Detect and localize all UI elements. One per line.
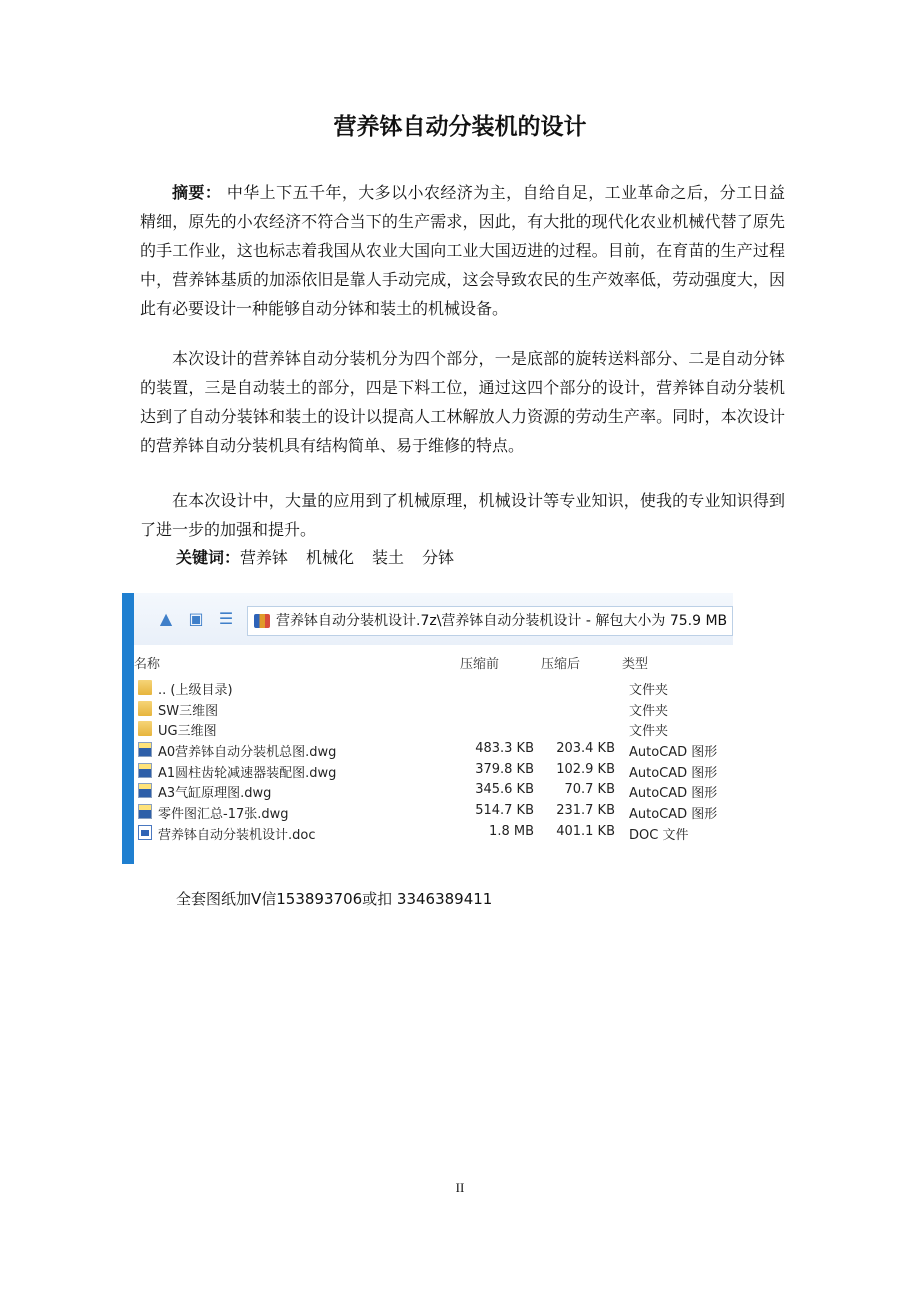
file-row[interactable]	[134, 822, 733, 843]
view-icon[interactable]: ▣	[188, 609, 204, 628]
file-name: SW三维图	[158, 703, 219, 719]
file-row[interactable]	[134, 698, 733, 719]
column-header	[134, 650, 733, 672]
address-path: 营养钵自动分装机设计.7z\营养钵自动分装机设计 - 解包大小为 75.9 MB	[276, 613, 728, 629]
file-row[interactable]	[134, 718, 733, 739]
file-size: 379.8 KB	[475, 761, 534, 777]
keyword: 营养钵	[240, 548, 289, 567]
column-name[interactable]: 名称	[134, 657, 161, 672]
file-size: 1.8 MB	[489, 823, 534, 839]
file-size: 483.3 KB	[475, 741, 534, 757]
file-type: AutoCAD 图形	[629, 807, 718, 823]
file-name: 营养钵自动分装机设计.doc	[158, 827, 316, 843]
file-name: 零件图汇总-17张.dwg	[158, 807, 289, 823]
page-title: 营养钵自动分装机的设计	[333, 114, 587, 140]
archive-icon	[254, 614, 270, 628]
toolbar	[134, 593, 733, 645]
file-packed: 203.4 KB	[556, 741, 615, 757]
file-row[interactable]	[134, 801, 733, 822]
keywords	[176, 543, 472, 572]
abstract-paragraph-2: 本次设计的营养钵自动分装机分为四个部分，一是底部的旋转送料部分、二是自动分钵的装置，三是自动装土的部分，四是下料工位，通过这四个部分的设计，营养钵自动分装机达到了自动分装钵和装土的设计以提高人工林解放人力资源的劳动生产率。同时，本次设计的营养钵自动分装机具有结构简单、易于维修的特点。	[140, 349, 785, 455]
abstract-label: 摘要：	[172, 183, 222, 202]
column-type[interactable]: 类型	[622, 657, 649, 672]
file-packed: 70.7 KB	[564, 782, 615, 798]
file-name: A3气缸原理图.dwg	[158, 786, 272, 802]
file-type: DOC 文件	[629, 827, 689, 843]
file-row[interactable]	[134, 760, 733, 781]
keywords-label: 关键词：	[176, 548, 241, 567]
file-packed: 401.1 KB	[556, 823, 615, 839]
file-name: .. (上级目录)	[158, 683, 233, 698]
doc-file-icon	[138, 825, 152, 840]
file-type: 文件夹	[629, 703, 669, 719]
file-list	[134, 677, 733, 843]
list-view-icon[interactable]: ☰	[218, 609, 234, 628]
up-arrow-icon[interactable]: ▲	[159, 609, 173, 628]
file-size: 345.6 KB	[475, 782, 534, 798]
column-packed[interactable]: 压缩后	[541, 657, 581, 672]
folder-icon	[138, 721, 152, 736]
file-row[interactable]	[134, 739, 733, 760]
window-edge	[122, 593, 134, 864]
dwg-file-icon	[138, 804, 152, 819]
dwg-file-icon	[138, 783, 152, 798]
contact-line: 全套图纸加V信153893706或扣 3346389411	[176, 890, 493, 908]
folder-icon	[138, 701, 152, 716]
page-number: II	[455, 1180, 465, 1195]
file-packed: 102.9 KB	[556, 761, 615, 777]
folder-icon	[138, 680, 152, 695]
keyword: 机械化	[306, 548, 355, 567]
keyword: 分钵	[422, 548, 455, 567]
file-row[interactable]	[134, 780, 733, 801]
file-row[interactable]	[134, 677, 733, 698]
abstract-paragraph-3: 在本次设计中，大量的应用到了机械原理，机械设计等专业知识，使我的专业知识得到了进一步的加强和提升。	[140, 491, 785, 539]
file-type: 文件夹	[629, 724, 669, 740]
keyword: 装土	[372, 548, 405, 567]
abstract-text-1: 中华上下五千年，大多以小农经济为主，自给自足，工业革命之后，分工日益精细，原先的小农经济不符合当下的生产需求，因此，有大批的现代化农业机械代替了原先的手工作业，这也标志着我国从农业大国向工业大国迈进的过程。目前，在育苗的生产过程中，营养钵基质的加添依旧是靠人手动完成，这会导致农民的生产效率低，劳动强度大，因此有必要设计一种能够自动分钵和装土的机械设备。	[140, 183, 785, 318]
file-name: A0营养钵自动分装机总图.dwg	[158, 745, 337, 761]
file-size: 514.7 KB	[475, 803, 534, 819]
file-type: AutoCAD 图形	[629, 765, 718, 781]
file-type: 文件夹	[629, 683, 669, 698]
column-size[interactable]: 压缩前	[460, 657, 500, 672]
file-type: AutoCAD 图形	[629, 786, 718, 802]
dwg-file-icon	[138, 763, 152, 778]
file-type: AutoCAD 图形	[629, 745, 718, 761]
archive-file-list-screenshot	[122, 593, 733, 864]
file-name: UG三维图	[158, 724, 217, 740]
dwg-file-icon	[138, 742, 152, 757]
abstract-paragraph-1	[140, 178, 785, 323]
file-name: A1圆柱齿轮减速器装配图.dwg	[158, 765, 337, 781]
file-packed: 231.7 KB	[556, 803, 615, 819]
address-bar[interactable]	[247, 606, 733, 636]
